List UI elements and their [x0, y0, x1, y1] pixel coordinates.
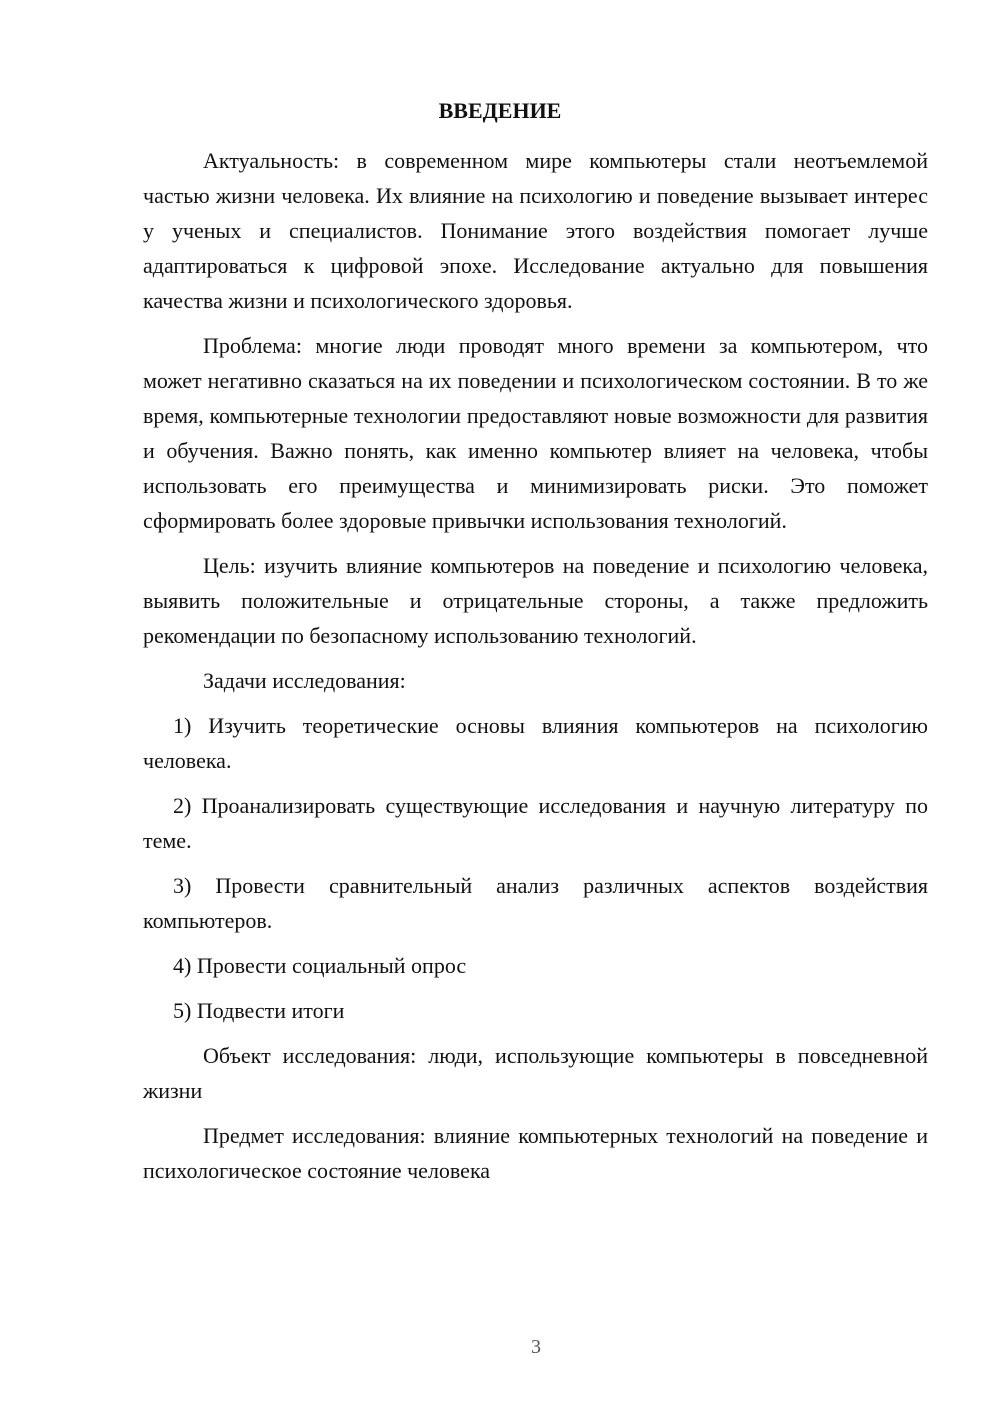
tasks-heading: Задачи исследования:: [203, 668, 406, 693]
page-number: 3: [531, 1336, 541, 1358]
task-item: 2) Проанализировать существующие исследования и научную литературу по теме.: [143, 793, 928, 853]
document-body: [143, 143, 928, 1198]
relevance-paragraph: Актуальность: в современном мире компьютеры стали неотъемлемой частью жизни человека. Их влияние на психологию и поведение вызывает интерес у ученых и специалистов. Понимание этого воздействия помогает лучше адаптироваться к цифровой эпохе. Исследование актуально для повышения качества жизни и психологического здоровья.: [143, 148, 928, 313]
task-item: 5) Подвести итоги: [173, 998, 345, 1023]
page-title: ВВЕДЕНИЕ: [438, 98, 562, 123]
goal-paragraph: Цель: изучить влияние компьютеров на поведение и психологию человека, выявить положительные и отрицательные стороны, а также предложить рекомендации по безопасному использованию технологий.: [143, 553, 928, 648]
object-paragraph: Объект исследования: люди, использующие компьютеры в повседневной жизни: [143, 1043, 928, 1103]
problem-paragraph: Проблема: многие люди проводят много времени за компьютером, что может негативно сказаться на их поведении и психологическом состоянии. В то же время, компьютерные технологии предоставляют новые возможности для развития и обучения. Важно понять, как именно компьютер влияет на человека, чтобы использовать его преимущества и минимизировать риски. Это поможет сформировать более здоровые привычки использования технологий.: [143, 333, 928, 533]
task-item: 4) Провести социальный опрос: [173, 953, 467, 978]
task-item: 1) Изучить теоретические основы влияния компьютеров на психологию человека.: [143, 713, 928, 773]
subject-paragraph: Предмет исследования: влияние компьютерных технологий на поведение и психологическое состояние человека: [143, 1123, 928, 1183]
task-item: 3) Провести сравнительный анализ различных аспектов воздействия компьютеров.: [143, 873, 928, 933]
